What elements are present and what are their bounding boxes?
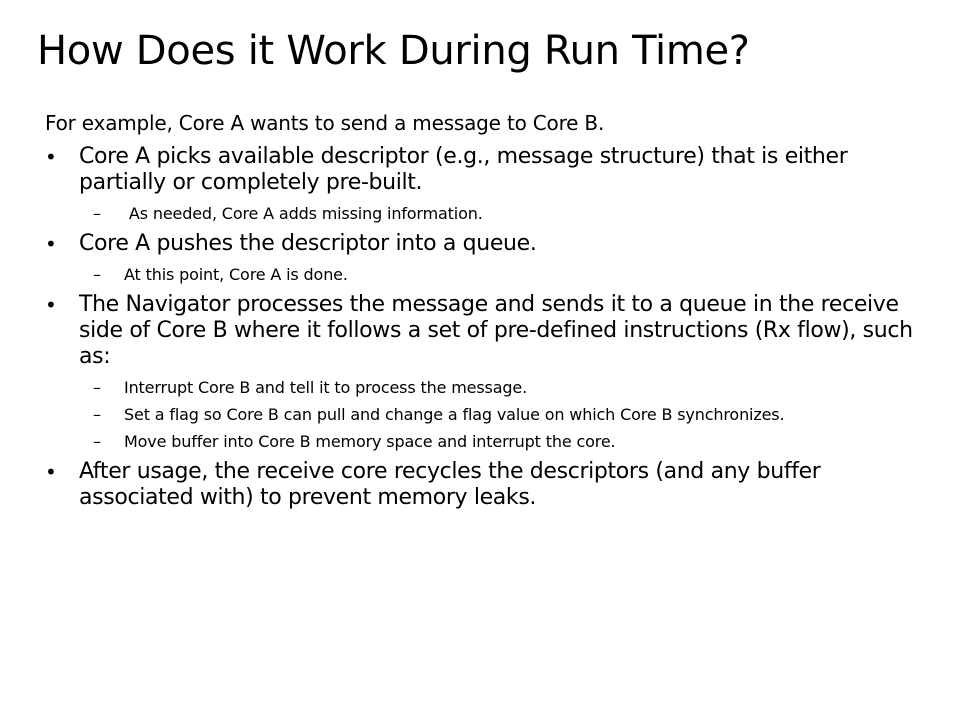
sub-bullet-item <box>45 405 925 424</box>
sub-bullet-item <box>45 378 925 397</box>
bullet-text: The Navigator processes the message and sends it to a queue in the receive side of Core B where it follows a set of pre-defined instructions (Rx flow), such as: <box>79 292 913 369</box>
dash-icon: – <box>93 204 101 223</box>
slide-title: How Does it Work During Run Time? <box>37 28 750 74</box>
sub-bullet-text: Set a flag so Core B can pull and change a flag value on which Core B synchronizes. <box>124 405 785 424</box>
bullet-dot-icon: • <box>45 145 57 169</box>
bullet-item <box>45 231 925 257</box>
bullet-text: Core A picks available descriptor (e.g., message structure) that is either partially or completely pre-built. <box>79 144 848 195</box>
intro-text: For example, Core A wants to send a message to Core B. <box>45 111 605 135</box>
sub-bullet-text: Interrupt Core B and tell it to process the message. <box>124 378 528 397</box>
sub-bullet-item <box>45 432 925 451</box>
bullet-text: Core A pushes the descriptor into a queue. <box>79 231 537 256</box>
bullet-item <box>45 292 925 370</box>
slide-body <box>45 110 925 511</box>
bullet-dot-icon: • <box>45 460 57 484</box>
sub-bullet-text: Move buffer into Core B memory space and interrupt the core. <box>124 432 616 451</box>
sub-bullet-text: At this point, Core A is done. <box>124 265 348 284</box>
sub-bullet-item <box>45 265 925 284</box>
dash-icon: – <box>93 378 101 397</box>
dash-icon: – <box>93 405 101 424</box>
bullet-dot-icon: • <box>45 293 57 317</box>
sub-bullet-text: As needed, Core A adds missing information. <box>124 204 483 223</box>
dash-icon: – <box>93 265 101 284</box>
bullet-item <box>45 144 925 196</box>
dash-icon: – <box>93 432 101 451</box>
bullet-item <box>45 459 925 511</box>
bullet-text: After usage, the receive core recycles the descriptors (and any buffer associated with) to prevent memory leaks. <box>79 459 821 510</box>
bullet-dot-icon: • <box>45 232 57 256</box>
sub-bullet-item <box>45 204 925 223</box>
